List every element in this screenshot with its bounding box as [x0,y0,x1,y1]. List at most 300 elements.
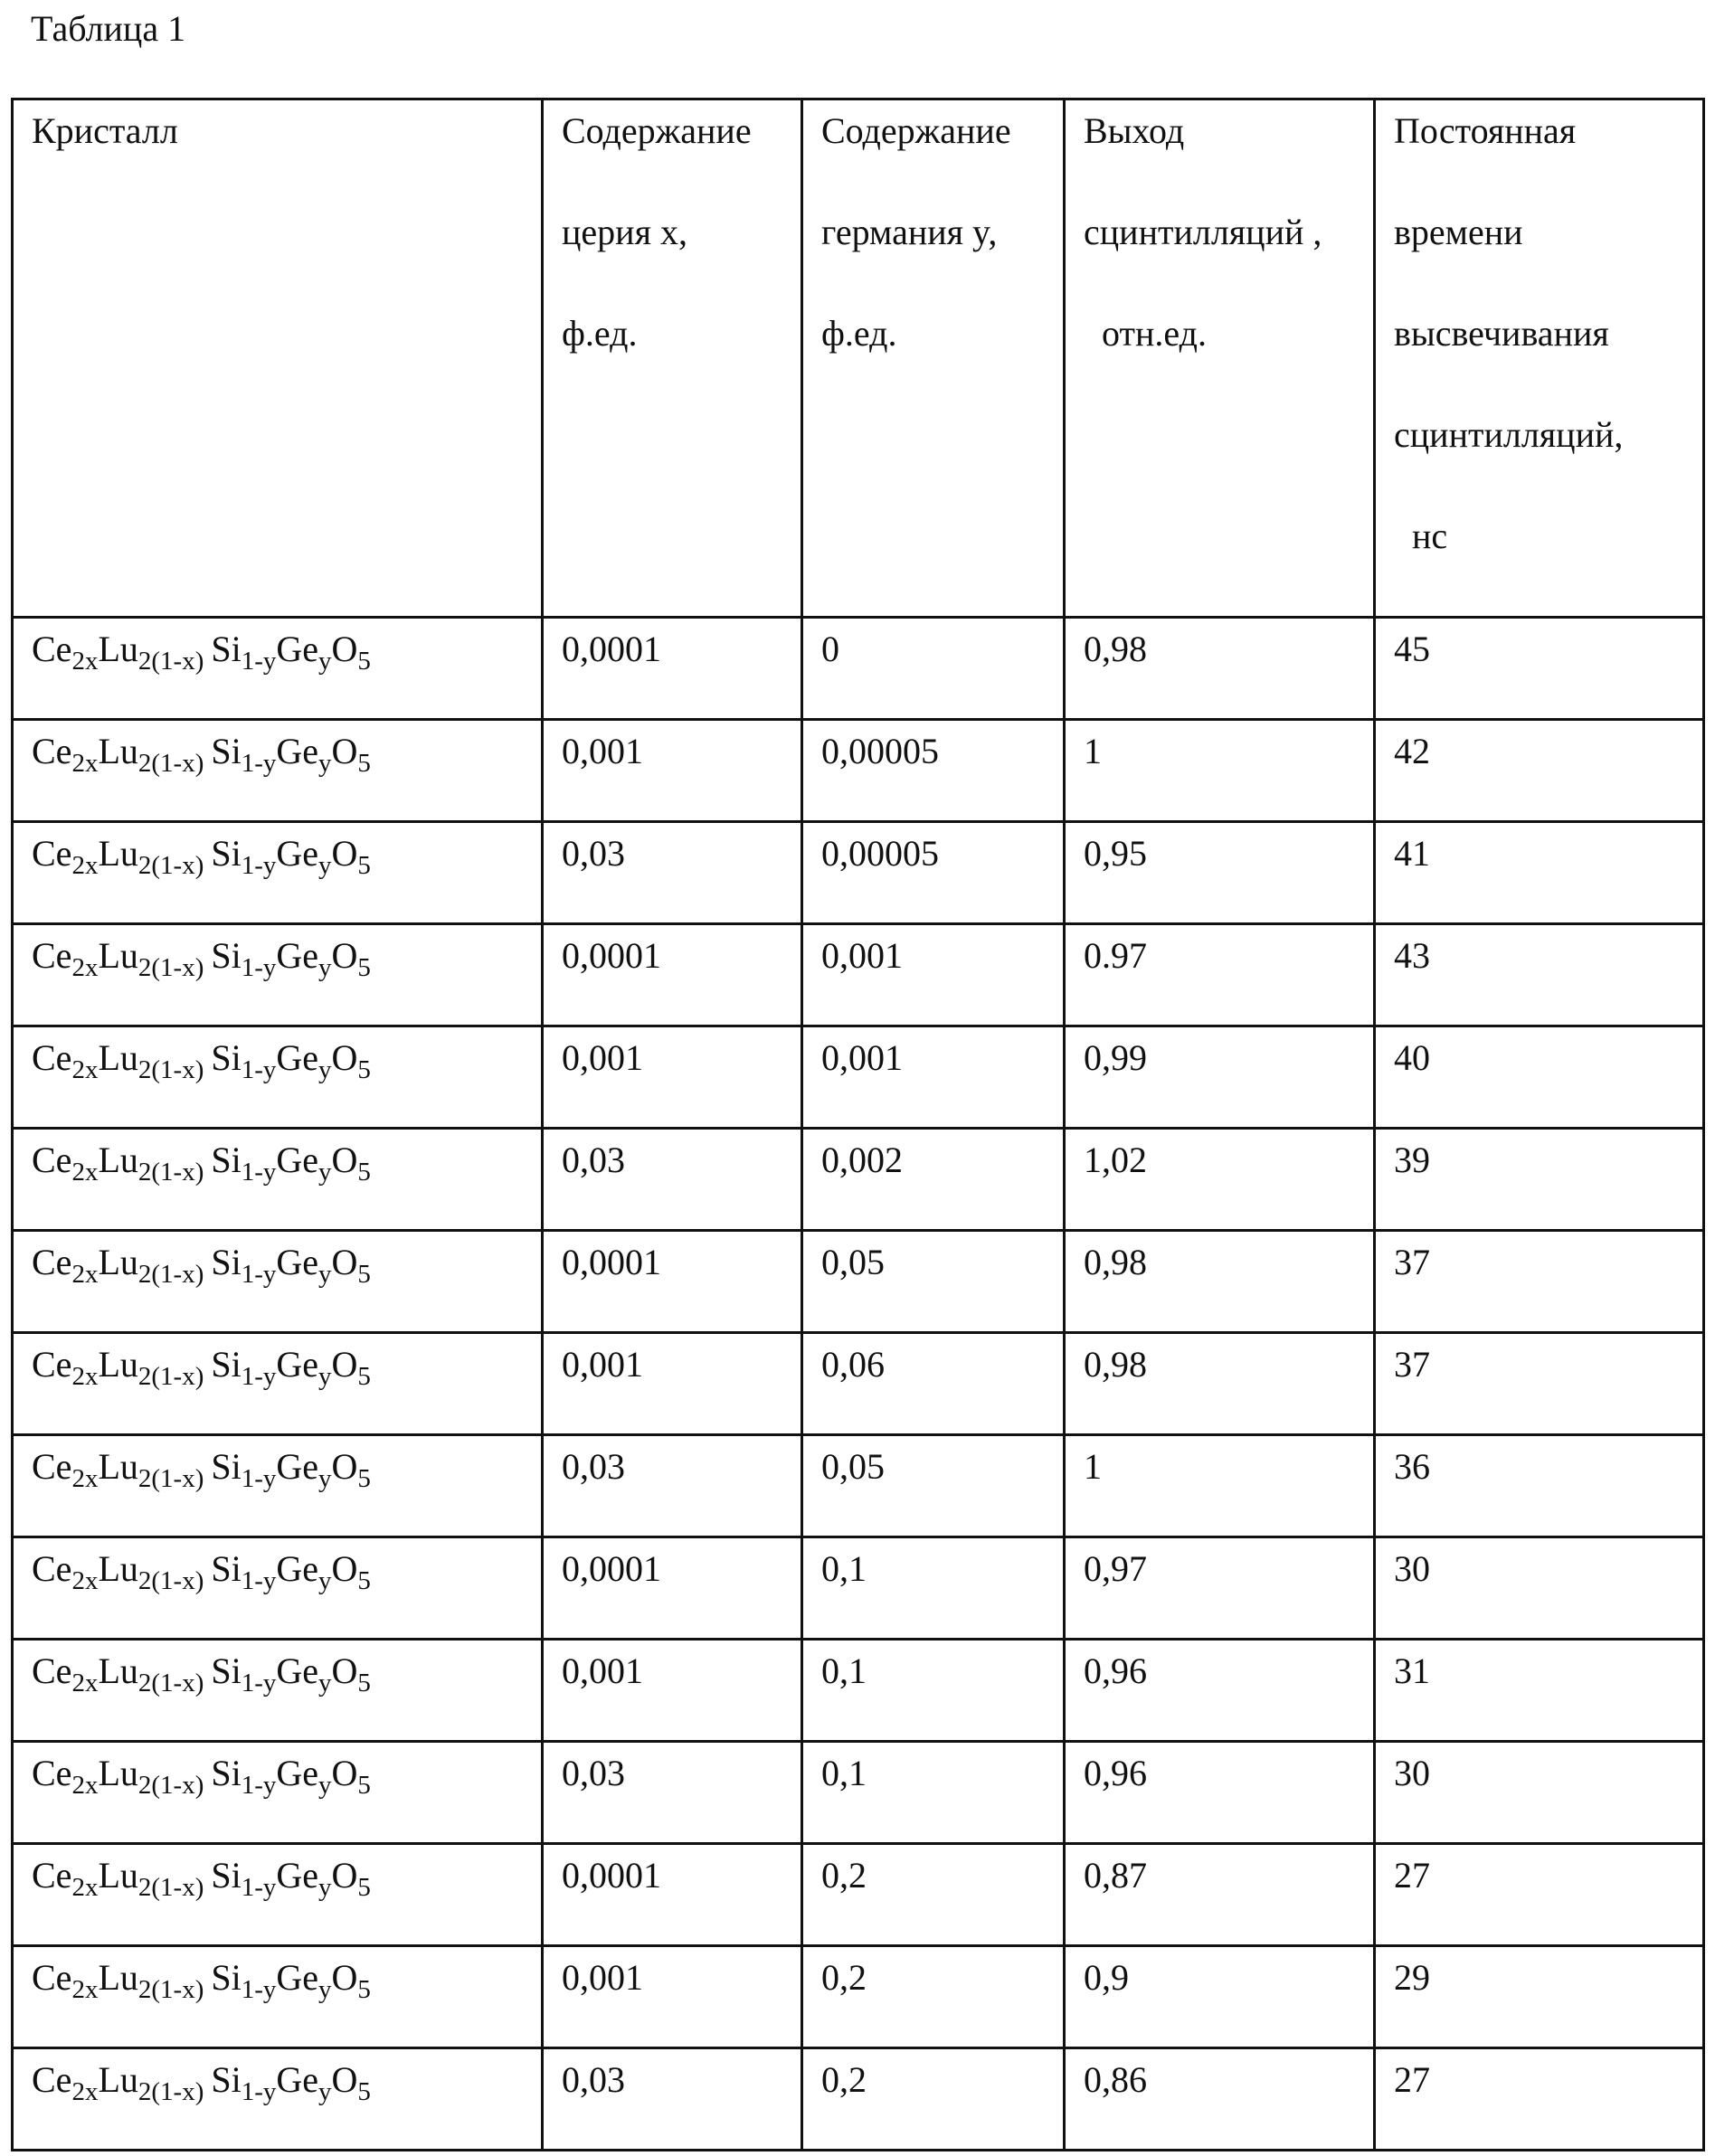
formula-element: Ce [32,935,71,976]
cell-germanium-content [802,1435,1065,1537]
formula-subscript: y [318,1669,332,1697]
cell-germanium-content [802,618,1065,720]
formula-element: Ge [276,1855,318,1896]
formula-element: Lu [98,1548,137,1589]
formula-subscript: 2x [71,1055,98,1084]
formula-subscript: 2(1-x) [138,851,204,880]
formula-subscript: 2(1-x) [138,647,204,676]
header-line: ф.ед. [562,312,784,413]
formula-element: Lu [98,1855,137,1896]
cell-scintillation-yield-value: 0,9 [1066,1947,1373,2000]
formula-element: Si [211,1344,241,1385]
formula-element: Ce [32,1446,71,1487]
cell-decay-time-value: 37 [1376,1232,1702,1284]
formula-element: Ge [276,731,318,771]
data-table [11,98,1705,2151]
cell-germanium-content [802,1640,1065,1742]
cell-germanium-content-value: 0,002 [803,1130,1063,1182]
cell-cerium-content [543,1844,802,1946]
cell-decay-time-value: 41 [1376,823,1702,875]
formula-element: Ge [276,1037,318,1078]
formula-subscript: 2x [71,1362,98,1391]
formula-subscript: y [318,647,332,676]
header-line: Содержание [821,109,1047,211]
cell-scintillation-yield [1065,1946,1375,2048]
formula-element: Ce [32,731,71,771]
cell-decay-time [1375,1946,1704,2048]
formula-subscript: 1-y [242,1771,277,1800]
cell-cerium-content-value: 0,001 [544,1027,801,1080]
cell-crystal [13,1435,543,1537]
table-row [13,618,1704,720]
cell-decay-time-value: 27 [1376,1845,1702,1897]
crystal-formula [14,1641,541,1693]
formula-element: Si [211,1037,241,1078]
cell-crystal [13,822,543,924]
formula-element: Lu [98,1139,137,1180]
header-line: ф.ед. [821,312,1047,413]
cell-cerium-content [543,1537,802,1640]
cell-germanium-content [802,924,1065,1026]
cell-scintillation-yield-value: 0,86 [1066,2049,1373,2102]
cell-germanium-content [802,2048,1065,2151]
cell-decay-time [1375,1537,1704,1640]
cell-crystal [13,924,543,1026]
cell-scintillation-yield [1065,720,1375,822]
formula-subscript: 2x [71,2077,98,2106]
formula-element: Lu [98,629,137,669]
formula-subscript: 2x [71,1873,98,1902]
cell-cerium-content-value: 0,001 [544,1334,801,1386]
formula-element: Lu [98,1650,137,1691]
crystal-formula [14,823,541,875]
formula-element: Lu [98,1344,137,1385]
cell-crystal [13,1640,543,1742]
crystal-formula [14,1845,541,1897]
cell-decay-time-value: 43 [1376,925,1702,978]
cell-scintillation-yield-value: 1 [1066,721,1373,773]
cell-cerium-content-value: 0,03 [544,1130,801,1182]
cell-scintillation-yield [1065,1537,1375,1640]
formula-subscript: 5 [357,2077,371,2106]
crystal-formula [14,721,541,773]
table-row [13,1129,1704,1231]
cell-germanium-content [802,1129,1065,1231]
formula-element: Ce [32,629,71,669]
formula-subscript: 5 [357,1055,371,1084]
cell-decay-time [1375,1026,1704,1129]
cell-cerium-content [543,720,802,822]
cell-cerium-content-value: 0,0001 [544,1845,801,1897]
header-row [13,99,1704,618]
cell-cerium-content-value: 0,0001 [544,925,801,978]
formula-element: Ce [32,1548,71,1589]
cell-germanium-content-value: 0,00005 [803,823,1063,875]
crystal-formula [14,1538,541,1591]
cell-scintillation-yield [1065,1129,1375,1231]
table-body [13,99,1704,2151]
cell-scintillation-yield [1065,1026,1375,1129]
cell-decay-time-value: 29 [1376,1947,1702,2000]
formula-element: Lu [98,1446,137,1487]
formula-element: Ge [276,1344,318,1385]
cell-cerium-content-value: 0,03 [544,2049,801,2102]
formula-subscript: y [318,1260,332,1289]
formula-element: Si [211,1855,241,1896]
formula-subscript: 5 [357,647,371,676]
cell-cerium-content-value: 0,0001 [544,619,801,671]
cell-decay-time [1375,822,1704,924]
formula-subscript: 1-y [242,1975,277,2004]
cell-germanium-content [802,1537,1065,1640]
formula-subscript: 5 [357,953,371,982]
cell-scintillation-yield-value: 0,98 [1066,1232,1373,1284]
formula-subscript: y [318,1055,332,1084]
formula-subscript: 2(1-x) [138,1975,204,2004]
header-scintillation-yield [1065,99,1375,618]
formula-element: O [332,1344,358,1385]
cell-scintillation-yield-value: 0,87 [1066,1845,1373,1897]
formula-subscript: 1-y [242,851,277,880]
table-row [13,1640,1704,1742]
formula-subscript: 2x [71,647,98,676]
cell-decay-time [1375,1231,1704,1333]
table-row [13,720,1704,822]
formula-element: Ce [32,1139,71,1180]
header-line: церия x, [562,211,784,312]
cell-decay-time [1375,1333,1704,1435]
formula-subscript: y [318,1362,332,1391]
formula-element: Ce [32,1242,71,1282]
cell-scintillation-yield [1065,2048,1375,2151]
formula-subscript: 2(1-x) [138,953,204,982]
header-decay-time [1375,99,1704,618]
cell-decay-time-value: 40 [1376,1027,1702,1080]
cell-scintillation-yield-value: 0,98 [1066,1334,1373,1386]
formula-subscript: 1-y [242,1055,277,1084]
formula-subscript: 5 [357,1260,371,1289]
cell-scintillation-yield-value: 0.97 [1066,925,1373,978]
formula-element: Ce [32,1957,71,1998]
cell-cerium-content-value: 0,03 [544,1436,801,1489]
crystal-formula [14,1947,541,2000]
header-line: сцинтилляций , [1084,211,1357,312]
cell-germanium-content [802,1844,1065,1946]
formula-element: Si [211,1242,241,1282]
formula-element: O [332,1753,358,1793]
cell-decay-time-value: 45 [1376,619,1702,671]
formula-subscript: 1-y [242,749,277,778]
formula-element: O [332,1037,358,1078]
cell-cerium-content [543,1231,802,1333]
crystal-formula [14,1334,541,1386]
crystal-formula [14,1027,541,1080]
formula-element: Ge [276,1753,318,1793]
cell-decay-time-value: 30 [1376,1538,1702,1591]
formula-element: Si [211,1139,241,1180]
table-row [13,1026,1704,1129]
formula-element: Ge [276,1548,318,1589]
formula-subscript: 1-y [242,1260,277,1289]
cell-scintillation-yield [1065,1333,1375,1435]
formula-subscript: 1-y [242,1566,277,1595]
formula-subscript: 5 [357,1771,371,1800]
cell-scintillation-yield-value: 1 [1066,1436,1373,1489]
formula-element: Lu [98,2059,137,2100]
cell-germanium-content [802,720,1065,822]
formula-subscript: 2x [71,749,98,778]
formula-element: O [332,629,358,669]
cell-cerium-content [543,1026,802,1129]
cell-decay-time-value: 31 [1376,1641,1702,1693]
formula-element: O [332,833,358,874]
formula-subscript: y [318,1158,332,1187]
table-caption: Таблица 1 [31,5,185,52]
formula-subscript: 5 [357,1464,371,1493]
formula-element: Ge [276,1242,318,1282]
formula-subscript: 2x [71,953,98,982]
formula-element: Ge [276,1650,318,1691]
cell-cerium-content-value: 0,001 [544,721,801,773]
crystal-formula [14,619,541,671]
formula-subscript: y [318,1464,332,1493]
crystal-formula [14,1232,541,1284]
formula-subscript: y [318,2077,332,2106]
cell-germanium-content-value: 0,2 [803,1947,1063,2000]
cell-crystal [13,1026,543,1129]
formula-subscript: 1-y [242,1873,277,1902]
cell-cerium-content [543,1640,802,1742]
cell-decay-time-value: 36 [1376,1436,1702,1489]
formula-element: Si [211,731,241,771]
table-row [13,1537,1704,1640]
header-line: Содержание [562,109,784,211]
cell-scintillation-yield-value: 0,95 [1066,823,1373,875]
formula-subscript: 2(1-x) [138,1362,204,1391]
formula-subscript: 2x [71,1771,98,1800]
cell-scintillation-yield-value: 1,02 [1066,1130,1373,1182]
formula-subscript: 2(1-x) [138,1566,204,1595]
formula-subscript: 1-y [242,2077,277,2106]
formula-subscript: 5 [357,1362,371,1391]
table-row [13,1946,1704,2048]
formula-element: Si [211,1548,241,1589]
formula-subscript: y [318,1771,332,1800]
table-row [13,1435,1704,1537]
cell-crystal [13,1231,543,1333]
cell-scintillation-yield [1065,822,1375,924]
cell-crystal [13,1844,543,1946]
formula-subscript: 2(1-x) [138,1055,204,1084]
formula-element: Si [211,935,241,976]
table-row [13,1742,1704,1844]
cell-decay-time [1375,1844,1704,1946]
cell-germanium-content-value: 0,05 [803,1232,1063,1284]
cell-decay-time-value: 42 [1376,721,1702,773]
formula-element: Ge [276,935,318,976]
formula-subscript: y [318,1873,332,1902]
cell-decay-time [1375,2048,1704,2151]
cell-crystal [13,1537,543,1640]
formula-subscript: 5 [357,1975,371,2004]
formula-element: O [332,2059,358,2100]
formula-element: Si [211,1446,241,1487]
cell-scintillation-yield-value: 0,96 [1066,1743,1373,1795]
cell-germanium-content-value: 0,1 [803,1641,1063,1693]
cell-germanium-content [802,1026,1065,1129]
cell-cerium-content [543,1435,802,1537]
table-row [13,924,1704,1026]
crystal-formula [14,925,541,978]
cell-decay-time [1375,924,1704,1026]
formula-subscript: 1-y [242,1158,277,1187]
formula-subscript: 2(1-x) [138,1158,204,1187]
cell-cerium-content [543,618,802,720]
formula-element: O [332,1548,358,1589]
formula-element: Ce [32,1753,71,1793]
formula-subscript: 2(1-x) [138,1260,204,1289]
formula-subscript: 5 [357,1158,371,1187]
formula-element: O [332,1855,358,1896]
crystal-formula [14,1436,541,1489]
cell-cerium-content-value: 0,03 [544,1743,801,1795]
cell-scintillation-yield [1065,1844,1375,1946]
formula-subscript: 2(1-x) [138,749,204,778]
formula-subscript: 2x [71,851,98,880]
cell-decay-time-value: 37 [1376,1334,1702,1386]
formula-subscript: 1-y [242,1362,277,1391]
formula-element: O [332,935,358,976]
cell-cerium-content-value: 0,001 [544,1641,801,1693]
table-row [13,822,1704,924]
cell-cerium-content [543,2048,802,2151]
cell-decay-time [1375,1435,1704,1537]
formula-element: Lu [98,833,137,874]
formula-subscript: 2x [71,1158,98,1187]
cell-germanium-content-value: 0,1 [803,1538,1063,1591]
cell-decay-time-value: 30 [1376,1743,1702,1795]
formula-element: Ge [276,833,318,874]
formula-subscript: 2x [71,1464,98,1493]
formula-subscript: 1-y [242,1464,277,1493]
formula-element: Si [211,1753,241,1793]
formula-subscript: 1-y [242,953,277,982]
header-germanium-content [802,99,1065,618]
formula-element: O [332,1650,358,1691]
formula-element: Lu [98,935,137,976]
formula-element: Lu [98,1242,137,1282]
formula-element: Ce [32,833,71,874]
cell-scintillation-yield [1065,1742,1375,1844]
cell-cerium-content [543,1129,802,1231]
formula-element: Ce [32,2059,71,2100]
formula-subscript: 2x [71,1260,98,1289]
cell-scintillation-yield-value: 0,98 [1066,619,1373,671]
cell-cerium-content-value: 0,0001 [544,1232,801,1284]
formula-element: Si [211,629,241,669]
table-row [13,1333,1704,1435]
formula-element: Lu [98,1037,137,1078]
formula-subscript: 2(1-x) [138,1771,204,1800]
cell-germanium-content-value: 0,001 [803,1027,1063,1080]
cell-decay-time-value: 39 [1376,1130,1702,1182]
table-row [13,1231,1704,1333]
cell-scintillation-yield-value: 0,99 [1066,1027,1373,1080]
cell-germanium-content-value: 0,1 [803,1743,1063,1795]
cell-scintillation-yield [1065,1231,1375,1333]
formula-subscript: 2(1-x) [138,1873,204,1902]
cell-scintillation-yield-value: 0,97 [1066,1538,1373,1591]
header-line: германия y, [821,211,1047,312]
formula-element: O [332,1446,358,1487]
formula-element: Ce [32,1344,71,1385]
cell-germanium-content [802,1231,1065,1333]
header-line: сцинтилляций, [1394,413,1686,515]
header-line: нс [1394,515,1686,616]
crystal-formula [14,2049,541,2102]
cell-cerium-content-value: 0,0001 [544,1538,801,1591]
cell-germanium-content [802,1742,1065,1844]
cell-decay-time [1375,1129,1704,1231]
cell-scintillation-yield-value: 0,96 [1066,1641,1373,1693]
header-line: Постоянная [1394,109,1686,211]
formula-element: Lu [98,1957,137,1998]
formula-subscript: 5 [357,1566,371,1595]
header-line: Кристалл [32,109,525,211]
cell-germanium-content-value: 0,06 [803,1334,1063,1386]
formula-element: Ge [276,2059,318,2100]
cell-cerium-content-value: 0,03 [544,823,801,875]
cell-decay-time [1375,1640,1704,1742]
cell-decay-time [1375,618,1704,720]
formula-element: Si [211,2059,241,2100]
formula-subscript: y [318,1975,332,2004]
formula-subscript: 2(1-x) [138,2077,204,2106]
formula-subscript: 2x [71,1669,98,1697]
crystal-formula [14,1743,541,1795]
formula-element: O [332,1957,358,1998]
formula-element: Lu [98,1753,137,1793]
header-line: времени [1394,211,1686,312]
formula-subscript: 1-y [242,647,277,676]
formula-subscript: 2x [71,1566,98,1595]
formula-subscript: y [318,749,332,778]
formula-element: Ge [276,1139,318,1180]
formula-subscript: 2x [71,1975,98,2004]
cell-germanium-content-value: 0,001 [803,925,1063,978]
formula-element: Ge [276,629,318,669]
header-crystal [13,99,543,618]
cell-germanium-content-value: 0,00005 [803,721,1063,773]
formula-subscript: y [318,851,332,880]
header-line: Выход [1084,109,1357,211]
formula-element: Si [211,833,241,874]
cell-crystal [13,1333,543,1435]
cell-crystal [13,720,543,822]
cell-germanium-content [802,1333,1065,1435]
cell-germanium-content-value: 0 [803,619,1063,671]
cell-scintillation-yield [1065,1435,1375,1537]
cell-decay-time [1375,1742,1704,1844]
formula-element: O [332,1139,358,1180]
formula-element: Ge [276,1446,318,1487]
cell-crystal [13,1742,543,1844]
formula-subscript: 5 [357,1669,371,1697]
formula-subscript: 5 [357,749,371,778]
cell-germanium-content [802,822,1065,924]
formula-element: O [332,731,358,771]
cell-crystal [13,2048,543,2151]
